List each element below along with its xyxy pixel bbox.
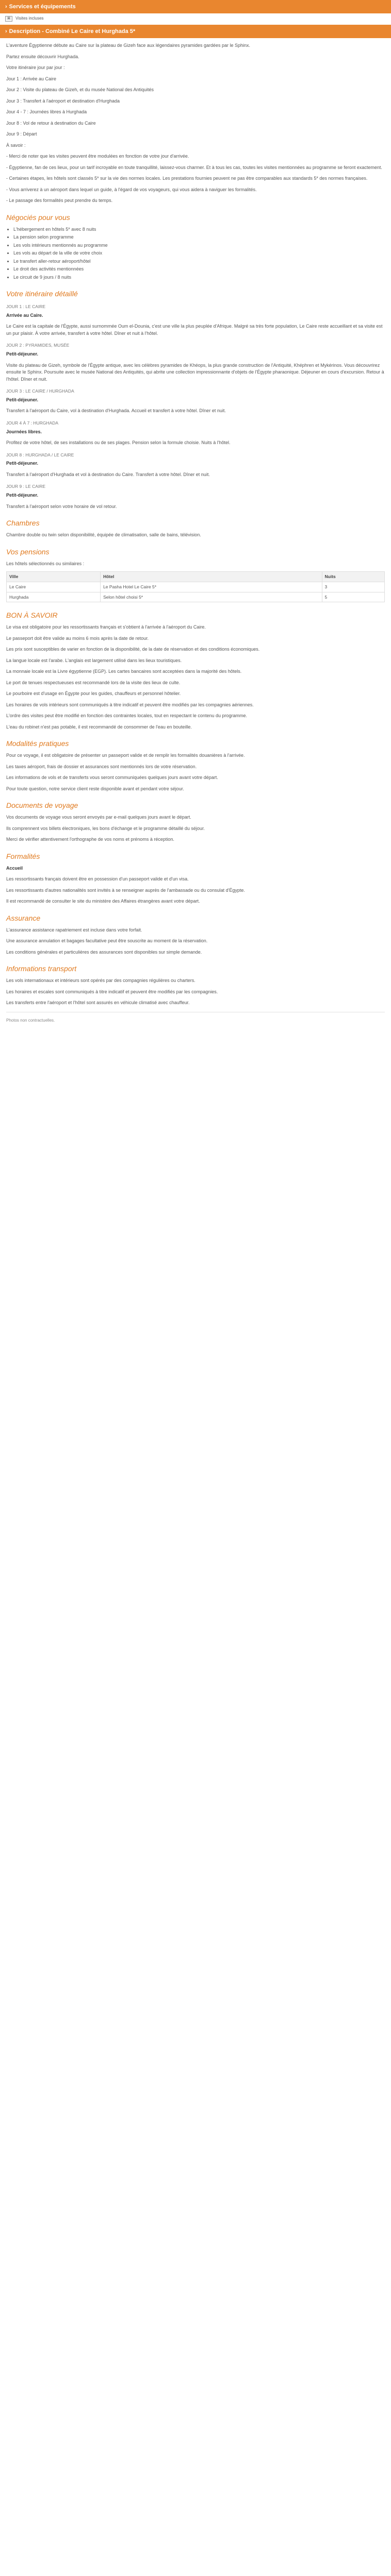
section-title-infos: Informations transport: [6, 964, 77, 973]
bon-a-savoir-paragraph: L'ordre des visites peut être modifié en fonction des contraintes locales, tout en respectant le contenu du programme.: [6, 713, 247, 719]
page: [0, 0, 391, 1048]
itinerary-day-text: Visite du plateau de Gizeh, symbole de l'Égypte antique, avec les célèbres pyramides de Khéops, la plus grande construction de l'Antiquité, Khéphren et Mykérinos. Vous découvrirez ensuite le Sphinx. Poursuite avec le musée National des Antiquités, qui abrite une collection impressionnante d'objets de l'Égypte pharaonique. Déjeuner en cours d'excursion. Retour à l'hôtel. Dîner et nuit.: [6, 362, 384, 382]
itinerary-day-title: JOUR 4 À 7 : HURGHADA: [6, 420, 59, 426]
main-content: [0, 42, 391, 1024]
hotel-nights: 5: [322, 592, 384, 602]
intro-paragraph: L'aventure Égyptienne débute au Caire sur la plateau de Gizeh face aux légendaires pyramides gardées par le Sphinx.: [6, 43, 251, 48]
bon-a-savoir-section: [6, 624, 385, 731]
list-item: • Le transfert aller-retour aéroport/hôtel: [13, 258, 385, 265]
documents-paragraph: Ils comprennent vos billets électroniques, les bons d'échange et le programme détaillé du séjour.: [6, 825, 205, 831]
hotels-table: [6, 571, 385, 602]
bon-a-savoir-paragraph: Le pourboire est d'usage en Égypte pour les guides, chauffeurs et personnel hôtelier.: [6, 691, 181, 697]
chambres-text: Chambre double ou twin selon disponibilité, équipée de climatisation, salle de bains, télévision.: [6, 532, 201, 537]
itinerary-day-title: JOUR 2 : PYRAMIDES, MUSÉE: [6, 343, 70, 348]
photos-label: Visites incluses: [15, 16, 44, 21]
documents-paragraph: Vos documents de voyage vous seront envoyés par e-mail quelques jours avant le départ.: [6, 815, 191, 820]
itinerary-day-label: Petit-déjeuner.: [6, 461, 39, 466]
list-item: • Le circuit de 9 jours / 8 nuits: [13, 274, 385, 281]
list-item: • La pension selon programme: [13, 234, 385, 241]
itinerary-day-label: Journées libres.: [6, 429, 42, 434]
intro-paragraph: - Le passage des formalités peut prendre du temps.: [6, 198, 113, 203]
description-banner-title: Description - Combiné Le Caire et Hurghada 5*: [9, 28, 136, 35]
section-title-documents: Documents de voyage: [6, 801, 78, 810]
modalites-section: [6, 752, 385, 792]
itinerary-day-text: Profitez de votre hôtel, de ses installations ou de ses plages. Pension selon la formule choisie. Nuits à l'hôtel.: [6, 440, 231, 445]
chevron-right-icon: ›: [5, 4, 7, 10]
bon-a-savoir-paragraph: Le visa est obligatoire pour les ressortissants français et s'obtient à l'arrivée à l'aéroport du Caire.: [6, 624, 206, 630]
documents-paragraph: Merci de vérifier attentivement l'orthographe de vos noms et prénoms à réception.: [6, 837, 174, 842]
description-banner: [0, 25, 391, 38]
section-title-formalites: Formalités: [6, 852, 40, 860]
bon-a-savoir-paragraph: Le passeport doit être valide au moins 6 mois après la date de retour.: [6, 635, 149, 641]
itinerary-day-title: JOUR 9 : LE CAIRE: [6, 484, 46, 489]
section-title-assurances: Assurance: [6, 913, 41, 922]
intro-paragraph: - Merci de noter que les visites peuvent être modulées en fonction de votre jour d'arrivée.: [6, 154, 189, 159]
itinerary-day-text: Transfert à l'aéroport d'Hurghada et vol à destination du Caire. Transfert à votre hôtel. Dîner et nuit.: [6, 471, 210, 477]
formalites-paragraph: Les ressortissants français doivent être en possession d'un passeport valide et d'un visa.: [6, 876, 189, 882]
intro-paragraph: Jour 1 : Arrivée au Caire: [6, 76, 57, 81]
infos-paragraph: Les horaires et escales sont communiqués à titre indicatif et peuvent être modifiés par les compagnies.: [6, 989, 218, 994]
intro-paragraph: Jour 4 - 7 : Journées libres à Hurghada: [6, 109, 87, 114]
hotel-nights: 3: [322, 582, 384, 592]
intro-paragraph: Jour 9 : Départ: [6, 131, 37, 137]
itinerary-day-label: Petit-déjeuner.: [6, 351, 39, 357]
hotel-name: Le Pasha Hotel Le Caire 5*: [101, 582, 322, 592]
bon-a-savoir-paragraph: La monnaie locale est la Livre égyptienne (EGP). Les cartes bancaires sont acceptées dans la majorité des hôtels.: [6, 669, 242, 674]
services-banner: [0, 0, 391, 13]
bon-a-savoir-paragraph: L'eau du robinet n'est pas potable, il est recommandé de consommer de l'eau en bouteille.: [6, 724, 192, 730]
itinerary-day-title: JOUR 3 : LE CAIRE / HURGHADA: [6, 388, 74, 394]
itinerary: [6, 303, 385, 510]
hotel-city: Le Caire: [7, 582, 101, 592]
hotels-header-city: Ville: [7, 572, 101, 582]
itinerary-day-text: Transfert à l'aéroport du Caire, vol à destination d'Hurghada. Accueil et transfert à votre hôtel. Dîner et nuit.: [6, 408, 226, 414]
hotel-name: Selon hôtel choisi 5*: [101, 592, 322, 602]
itinerary-day-title: JOUR 1 : LE CAIRE: [6, 304, 46, 309]
sejour-list: [6, 226, 385, 281]
formalites-paragraph: Les ressortissants d'autres nationalités sont invités à se renseigner auprès de l'ambassade ou du consulat d'Égypte.: [6, 887, 245, 893]
section-title-modalites: Modalités pratiques: [6, 739, 69, 748]
section-title-bon-a-savoir: BON À SAVOIR: [6, 611, 58, 620]
image-icon: ▣: [5, 16, 12, 22]
formalites-label: Accueil: [6, 865, 23, 871]
itinerary-day-label: Petit-déjeuner.: [6, 397, 39, 402]
bon-a-savoir-paragraph: Les horaires de vols intérieurs sont communiqués à titre indicatif et peuvent être modifiés par les compagnies aériennes.: [6, 702, 254, 707]
footer-note: Photos non contractuelles.: [6, 1018, 55, 1023]
bon-a-savoir-paragraph: Le port de tenues respectueuses est recommandé lors de la visite des lieux de culte.: [6, 680, 181, 685]
itinerary-day-title: JOUR 8 : HURGHADA / LE CAIRE: [6, 452, 74, 457]
modalites-paragraph: Pour ce voyage, il est obligatoire de présenter un passeport valide et de remplir les formalités douanières à l'arrivée.: [6, 753, 245, 758]
intro-paragraph: Jour 3 : Transfert à l'aéroport et destination d'Hurghada: [6, 98, 120, 104]
table-row: [7, 592, 385, 602]
table-row: [7, 582, 385, 592]
assurances-paragraph: Les conditions générales et particulières des assurances sont disponibles sur simple demande.: [6, 949, 202, 955]
section-title-hotels: Vos pensions: [6, 547, 50, 556]
modalites-paragraph: Les taxes aéroport, frais de dossier et assurances sont mentionnés lors de votre réservation.: [6, 764, 197, 769]
hotel-city: Hurghada: [7, 592, 101, 602]
intro-paragraph: Jour 8 : Vol de retour à destination du Caire: [6, 120, 96, 126]
section-title-chambres: Chambres: [6, 519, 40, 527]
list-item: • Les vols intérieurs mentionnés au programme: [13, 242, 385, 249]
section-title-sejour: Négociés pour vous: [6, 213, 70, 222]
photos-row: [0, 13, 391, 25]
infos-section: [6, 977, 385, 1007]
hotels-header-nights: Nuits: [322, 572, 384, 582]
itinerary-day-label: Arrivée au Caire.: [6, 312, 43, 318]
hotels-intro: Les hôtels sélectionnés ou similaires :: [6, 561, 85, 566]
list-item: • Le droit des activités mentionnées: [13, 266, 385, 273]
intro-section: [6, 42, 385, 205]
documents-section: [6, 814, 385, 843]
hotels-header-hotel: Hôtel: [101, 572, 322, 582]
list-item: • Les vols au départ de la ville de votre choix: [13, 250, 385, 257]
hotels-header-row: [7, 572, 385, 582]
intro-paragraph: - Égyptienne, fan de ces lieux, pour un tarif incroyable en toute tranquillité, laissez-vous charmer. Et à tous les cas, toutes les visites mentionnées au programme se feront exactement.: [6, 164, 382, 170]
bon-a-savoir-paragraph: La langue locale est l'arabe. L'anglais est largement utilisé dans les lieux touristiques.: [6, 657, 182, 663]
assurances-paragraph: Une assurance annulation et bagages facultative peut être souscrite au moment de la réservation.: [6, 938, 208, 944]
intro-paragraph: Partez ensuite découvrir Hurghada.: [6, 54, 79, 59]
bon-a-savoir-paragraph: Les prix sont susceptibles de varier en fonction de la disponibilité, de la date de réservation et des conditions économiques.: [6, 647, 260, 652]
formalites-paragraph: Il est recommandé de consulter le site du ministère des Affaires étrangères avant votre départ.: [6, 899, 200, 904]
list-item: • L'hébergement en hôtels 5* avec 8 nuits: [13, 226, 385, 233]
chevron-right-icon: ›: [5, 28, 7, 35]
itinerary-day-label: Petit-déjeuner.: [6, 493, 39, 498]
intro-paragraph: - Vous arriverez à un aéroport dans lequel un guide, à l'égard de vos voyageurs, qui vous aidera à naviguer les formalités.: [6, 187, 257, 192]
intro-paragraph: - Certaines étapes, les hôtels sont classés 5* sur la vie des normes locales. Les prestations fournies peuvent ne pas être comparables aux standards 5* des normes françaises.: [6, 176, 368, 181]
infos-paragraph: Les vols internationaux et intérieurs sont opérés par des compagnies régulières ou charters.: [6, 978, 196, 984]
assurances-paragraph: L'assurance assistance rapatriement est incluse dans votre forfait.: [6, 927, 142, 933]
formalites-section: [6, 876, 385, 905]
assurances-section: [6, 927, 385, 956]
itinerary-day-text: Le Caire est la capitale de l'Égypte, aussi surnommée Oum el-Dounia, c'est une ville la plus peuplée d'Afrique. Malgré sa très forte population, Le Caire reste accueillant et sa visite est un pur plaisir. À votre arrivée, transfert à votre hôtel. Dîner et nuit à l'hôtel.: [6, 324, 383, 336]
intro-paragraph: Votre itinéraire jour par jour :: [6, 65, 65, 70]
itinerary-day-text: Transfert à l'aéroport selon votre horaire de vol retour.: [6, 503, 117, 509]
section-title-itineraire: Votre itinéraire détaillé: [6, 290, 78, 298]
intro-paragraph: À savoir :: [6, 142, 26, 148]
modalites-paragraph: Pour toute question, notre service client reste disponible avant et pendant votre séjour.: [6, 786, 184, 791]
modalites-paragraph: Les informations de vols et de transferts vous seront communiquées quelques jours avant votre départ.: [6, 775, 218, 781]
intro-paragraph: Jour 2 : Visite du plateau de Gizeh, et du musée National des Antiquités: [6, 87, 154, 92]
services-banner-title: Services et équipements: [9, 4, 76, 10]
infos-paragraph: Les transferts entre l'aéroport et l'hôtel sont assurés en véhicule climatisé avec chauffeur.: [6, 1000, 190, 1006]
